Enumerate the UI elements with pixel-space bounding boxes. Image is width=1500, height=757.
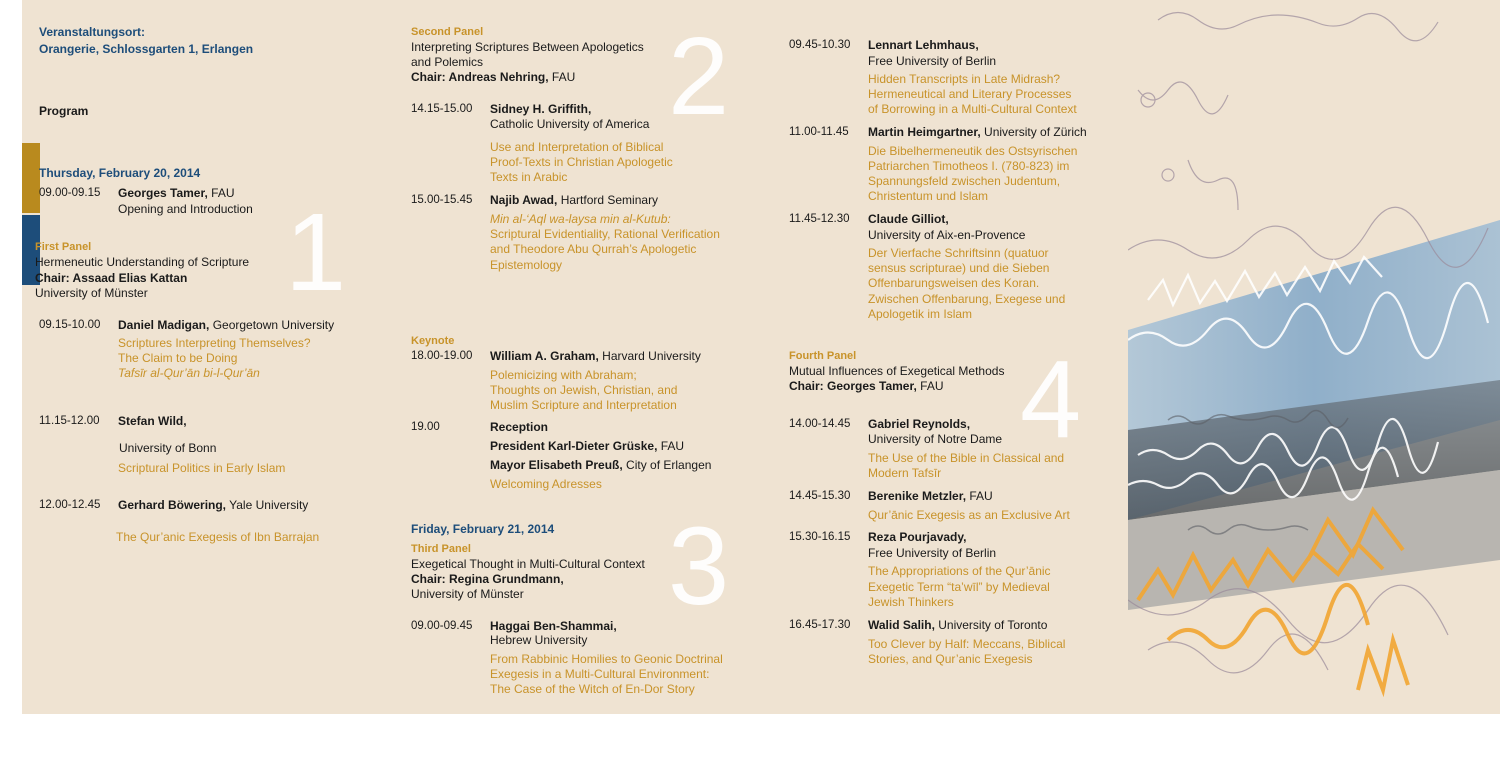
talk-speaker: Martin Heimgartner, University of Zürich <box>868 125 1087 139</box>
talk-title: Die Bibelhermeneutik des Ostsyrischen <box>868 144 1078 158</box>
talk-affiliation: University of Aix-en-Provence <box>868 228 1026 242</box>
talk-title: Tafsīr al-Qur’ān bi-l-Qur’ān <box>118 366 260 380</box>
manuscript-collage-image <box>1128 0 1500 757</box>
talk-speaker: Berenike Metzler, FAU <box>868 489 993 503</box>
panel-number-1: 1 <box>285 191 347 314</box>
talk-affiliation: University of Bonn <box>119 441 217 455</box>
talk-title: Zwischen Offenbarung, Exegese und <box>868 292 1066 306</box>
venue-label: Veranstaltungsort: <box>39 25 146 39</box>
keynote-title: Polemicizing with Abraham; <box>490 368 637 382</box>
talk-title: Modern Tafsīr <box>868 466 942 480</box>
talk-title: Scriptures Interpreting Themselves? <box>118 336 311 350</box>
talk-speaker: Lennart Lehmhaus, <box>868 38 979 52</box>
talk-time: 15.30-16.15 <box>789 531 851 543</box>
talk-time: 09.45-10.30 <box>789 39 851 51</box>
panel-number-4: 4 <box>1020 338 1082 461</box>
panel2-title: and Polemics <box>411 55 484 69</box>
talk-title: of Borrowing in a Multi-Cultural Context <box>868 102 1077 116</box>
talk-title: Proof-Texts in Christian Apologetic <box>490 155 673 169</box>
talk-affiliation: Catholic University of America <box>490 117 650 131</box>
panel4-title: Mutual Influences of Exegetical Methods <box>789 364 1005 378</box>
talk-time: 14.15-15.00 <box>411 103 473 115</box>
talk-speaker: Sidney H. Griffith, <box>490 102 592 116</box>
day2-heading: Friday, February 21, 2014 <box>411 522 555 536</box>
talk-title: The Use of the Bible in Classical and <box>868 451 1065 465</box>
opening-title: Opening and Introduction <box>118 202 253 216</box>
panel1-chair: Chair: Assaad Elias Kattan <box>35 271 188 285</box>
talk-speaker: Haggai Ben-Shammai, <box>490 619 617 633</box>
talk-title: The Case of the Witch of En-Dor Story <box>490 682 695 696</box>
talk-speaker: Najib Awad, Hartford Seminary <box>490 193 659 207</box>
talk-title: Patriarchen Timotheos I. (780-823) im <box>868 159 1070 173</box>
panel2-label: Second Panel <box>411 26 484 38</box>
talk-title: Scriptural Politics in Early Islam <box>118 461 286 475</box>
talk-title: Qur’ānic Exegesis as an Exclusive Art <box>868 508 1070 522</box>
talk-title: The Claim to be Doing <box>118 351 238 365</box>
talk-speaker: Walid Salih, University of Toronto <box>868 618 1048 632</box>
talk-affiliation: University of Notre Dame <box>868 432 1003 446</box>
reception-speaker: Mayor Elisabeth Preuß, City of Erlangen <box>490 458 712 472</box>
talk-title: Epistemology <box>490 258 563 272</box>
talk-title: From Rabbinic Homilies to Geonic Doctrinal <box>490 652 723 666</box>
venue-address: Orangerie, Schlossgarten 1, Erlangen <box>39 42 254 56</box>
panel2-chair: Chair: Andreas Nehring, FAU <box>411 70 576 84</box>
panel4-label: Fourth Panel <box>789 350 857 362</box>
talk-speaker: Daniel Madigan, Georgetown University <box>118 318 335 332</box>
talk-time: 11.15-12.00 <box>39 415 100 427</box>
talk-affiliation: Hebrew University <box>490 633 588 647</box>
day1-heading: Thursday, February 20, 2014 <box>39 166 201 180</box>
talk-time: 09.15-10.00 <box>39 319 101 331</box>
talk-title: Hermeneutical and Literary Processes <box>868 87 1072 101</box>
talk-time: 15.00-15.45 <box>411 194 473 206</box>
talk-time: 11.00-11.45 <box>789 126 849 138</box>
talk-title: Christentum und Islam <box>868 189 989 203</box>
keynote-speaker: William A. Graham, Harvard University <box>490 349 701 363</box>
talk-time: 11.45-12.30 <box>789 213 850 225</box>
panel1-chair-affil: University of Münster <box>35 286 148 300</box>
talk-speaker: Reza Pourjavady, <box>868 530 967 544</box>
manuscript-collage-graphic <box>1128 0 1500 757</box>
panel1-title: Hermeneutic Understanding of Scripture <box>35 255 250 269</box>
talk-title: Use and Interpretation of Biblical <box>490 140 664 154</box>
talk-title: Exegesis in a Multi-Cultural Environment: <box>490 667 710 681</box>
reception-speaker: President Karl-Dieter Grüske, FAU <box>490 439 685 453</box>
keynote-time: 18.00-19.00 <box>411 350 473 362</box>
talk-time: 16.45-17.30 <box>789 619 851 631</box>
reception-note: Welcoming Adresses <box>490 477 602 491</box>
panel3-chair-affil: University of Münster <box>411 587 524 601</box>
talk-title: Scriptural Evidentiality, Rational Verification <box>490 227 720 241</box>
talk-time: 14.00-14.45 <box>789 418 851 430</box>
panel2-title: Interpreting Scriptures Between Apologetics <box>411 40 644 54</box>
talk-time: 09.00-09.45 <box>411 620 473 632</box>
program-heading: Program <box>39 104 89 118</box>
talk-title: The Qur’anic Exegesis of Ibn Barrajan <box>116 530 320 544</box>
panel3-label: Third Panel <box>411 543 471 555</box>
talk-speaker: Claude Gilliot, <box>868 212 949 226</box>
talk-title: Exegetic Term “ta’wīl” by Medieval <box>868 580 1050 594</box>
talk-title: Offenbarungsweisen des Koran. <box>868 276 1040 290</box>
talk-title: and Theodore Abu Qurrah’s Apologetic <box>490 242 697 256</box>
panel4-chair: Chair: Georges Tamer, FAU <box>789 379 944 393</box>
talk-affiliation: Free University of Berlin <box>868 54 997 68</box>
talk-title: Jewish Thinkers <box>868 595 954 609</box>
talk-time: 12.00-12.45 <box>39 499 101 511</box>
talk-title: Min al-‘Aql wa-laysa min al-Kutub: <box>490 212 671 226</box>
talk-speaker: Stefan Wild, <box>118 414 187 428</box>
panel1-label: First Panel <box>35 241 92 253</box>
panel3-title: Exegetical Thought in Multi-Cultural Context <box>411 557 645 571</box>
talk-title: Texts in Arabic <box>490 170 568 184</box>
keynote-title: Muslim Scripture and Interpretation <box>490 398 677 412</box>
talk-title: The Appropriations of the Qur’ānic <box>868 564 1051 578</box>
talk-affiliation: Free University of Berlin <box>868 546 997 560</box>
talk-title: Der Vierfache Schriftsinn (quatuor <box>868 246 1049 260</box>
panel3-chair: Chair: Regina Grundmann, <box>411 572 564 586</box>
talk-title: Too Clever by Half: Meccans, Biblical <box>868 637 1066 651</box>
talk-title: Hidden Transcripts in Late Midrash? <box>868 72 1061 86</box>
reception-time: 19.00 <box>411 421 440 433</box>
keynote-label: Keynote <box>411 335 455 347</box>
talk-title: sensus scripturae) und die Sieben <box>868 261 1050 275</box>
talk-speaker: Gerhard Böwering, Yale University <box>118 498 309 512</box>
talk-title: Apologetik im Islam <box>868 307 973 321</box>
gold-edge-tab <box>22 143 40 213</box>
talk-time: 14.45-15.30 <box>789 490 851 502</box>
talk-title: Spannungsfeld zwischen Judentum, <box>868 174 1061 188</box>
opening-speaker: Georges Tamer, FAU <box>118 186 235 200</box>
reception-label: Reception <box>490 420 549 434</box>
talk-speaker: Gabriel Reynolds, <box>868 417 971 431</box>
opening-time: 09.00-09.15 <box>39 187 101 199</box>
panel-number-2: 2 <box>668 15 730 138</box>
talk-title: Stories, and Qur’anic Exegesis <box>868 652 1033 666</box>
panel-number-3: 3 <box>668 505 730 628</box>
keynote-title: Thoughts on Jewish, Christian, and <box>490 383 678 397</box>
